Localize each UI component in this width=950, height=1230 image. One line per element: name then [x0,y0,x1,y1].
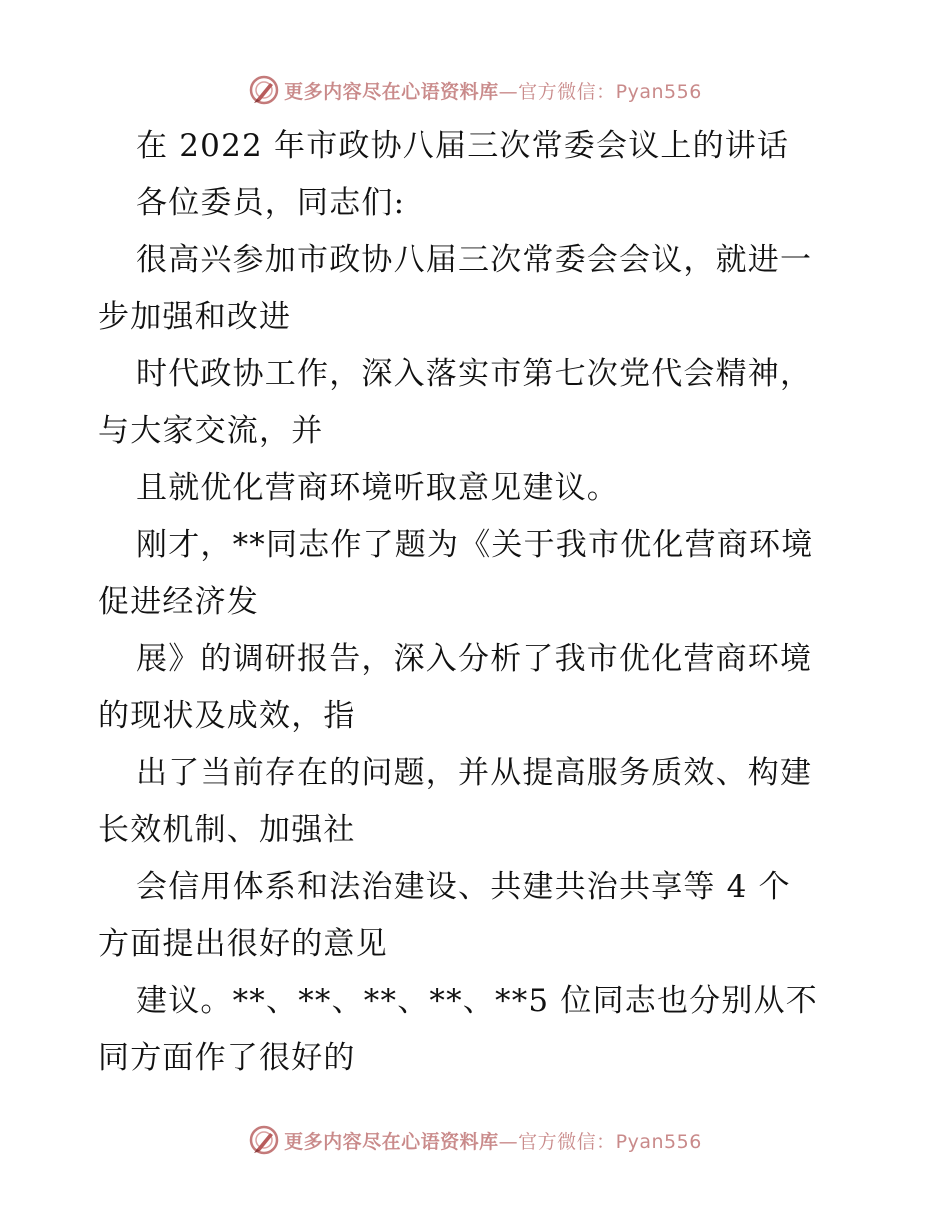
text-line: 且就优化营商环境听取意见建议。 [136,470,619,506]
brush-logo-icon [248,1124,280,1156]
text-line: 步加强和改进 [98,299,292,335]
footer-banner [0,1120,950,1160]
text-line: 时代政协工作，深入落实市第七次党代会精神， [136,356,813,392]
text-line: 出了当前存在的问题，并从提高服务质效、构建 [136,755,813,791]
salutation: 各位委员，同志们: [136,185,406,221]
text-line: 同方面作了很好的 [98,1040,356,1076]
banner-site-name: 更多内容尽在心语资料库 [284,80,499,103]
header-banner [0,70,950,110]
text-line: 长效机制、加强社 [98,812,356,848]
banner-contact: 官方微信：Pyan556 [518,80,702,103]
text-line: 会信用体系和法治建设、共建共治共享等 4 个 [136,869,791,905]
brush-logo-icon [248,74,280,106]
banner-contact: 官方微信：Pyan556 [518,1130,702,1153]
text-line: 方面提出很好的意见 [98,926,388,962]
banner-site-name: 更多内容尽在心语资料库 [284,1130,499,1153]
banner-separator: — [498,1130,519,1153]
text-line: 建议。**、**、**、**、**5 位同志也分别从不 [136,983,818,1019]
text-line: 展》的调研报告，深入分析了我市优化营商环境 [136,641,813,677]
text-line: 的现状及成效，指 [98,698,356,734]
text-line: 与大家交流，并 [98,413,324,449]
text-line: 促进经济发 [98,584,259,620]
text-line: 刚才，**同志作了题为《关于我市优化营商环境 [136,527,814,563]
document-body [98,118,858,1087]
speech-title: 在 2022 年市政协八届三次常委会议上的讲话 [136,128,790,164]
text-line: 很高兴参加市政协八届三次常委会会议，就进一 [136,242,813,278]
banner-separator: — [498,80,519,103]
